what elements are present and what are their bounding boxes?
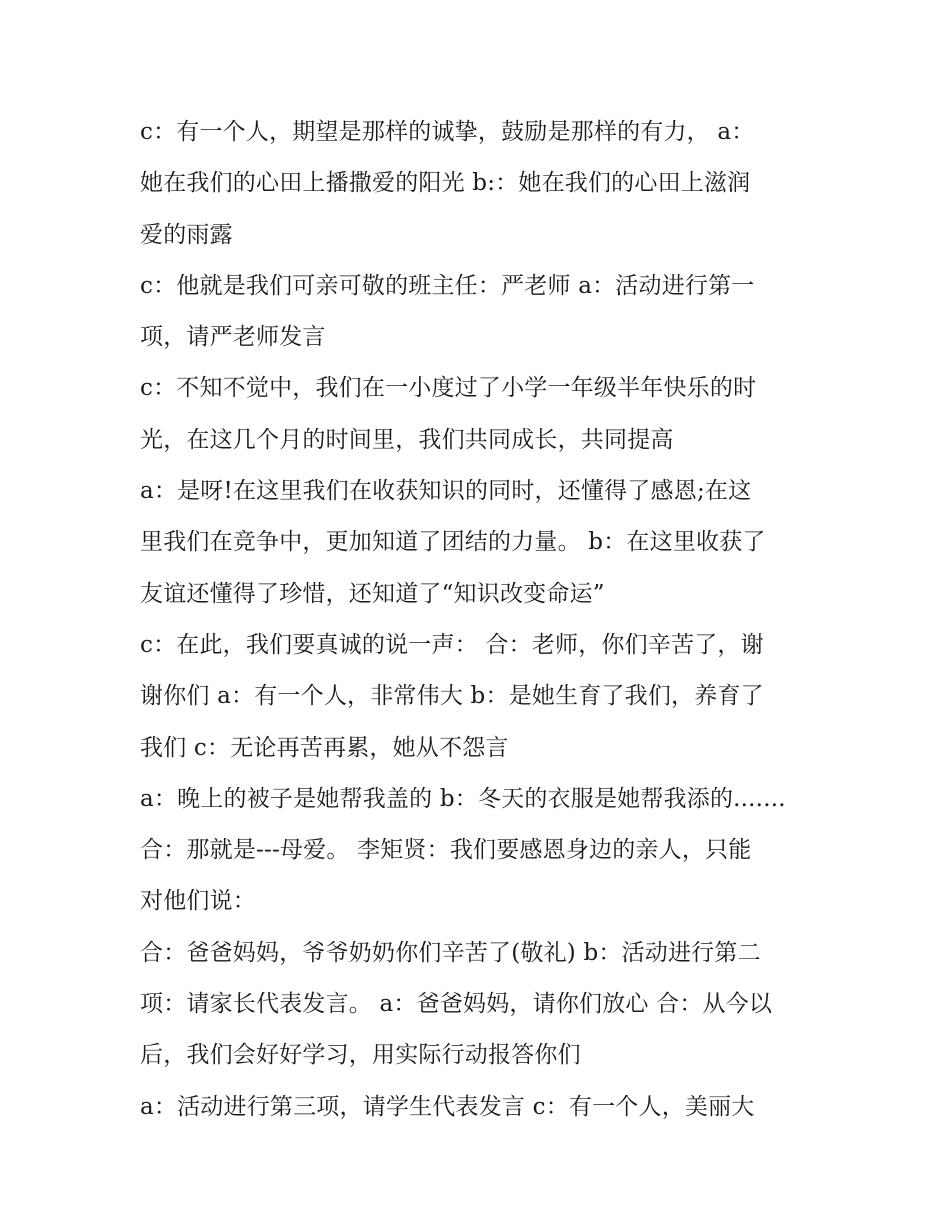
text-line: c：不知不觉中，我们在一小度过了小学一年级半年快乐的时 — [140, 375, 757, 402]
paragraph — [140, 774, 820, 928]
text-line: 光，在这几个月的时间里，我们共同成长，共同提高 — [140, 426, 674, 453]
text-line: 我们 c：无论再苦再累，她从不怨言 — [140, 734, 509, 761]
text-line: a：活动进行第三项，请学生代表发言 c：有一个人，美丽大 — [140, 1093, 755, 1120]
text-line: 爱的雨露 — [140, 221, 233, 248]
text-line: 项：请家长代表发言。 a：爸爸妈妈，请你们放心 合：从今以 — [140, 991, 773, 1018]
text-line: 友谊还懂得了珍惜，还知道了“知识改变命运” — [140, 580, 605, 607]
paragraph — [140, 1082, 820, 1133]
text-line: 合：那就是---母爱。 李矩贤：我们要感恩身边的亲人，只能 — [140, 837, 752, 864]
paragraph — [140, 620, 820, 774]
text-line: a：是呀!在这里我们在收获知识的同时，还懂得了感恩;在这 — [140, 478, 752, 505]
text-line: 她在我们的心田上播撒爱的阳光 b:：她在我们的心田上滋润 — [140, 170, 751, 197]
text-line: c：在此，我们要真诚的说一声： 合：老师，你们辛苦了，谢 — [140, 631, 764, 658]
paragraph — [140, 928, 820, 1082]
text-line: 后，我们会好好学习，用实际行动报答你们 — [140, 1042, 581, 1069]
document-body — [140, 107, 820, 1133]
text-line: a：晚上的被子是她帮我盖的 b：冬天的衣服是她帮我添的....... — [140, 785, 786, 812]
text-line: 对他们说： — [140, 888, 256, 915]
text-line: c：他就是我们可亲可敬的班主任：严老师 a：活动进行第一 — [140, 272, 755, 299]
paragraph — [140, 466, 820, 620]
paragraph — [140, 261, 820, 364]
text-line: 谢你们 a：有一个人，非常伟大 b：是她生育了我们，养育了 — [140, 683, 764, 710]
text-line: c：有一个人，期望是那样的诚挚，鼓励是那样的有力， a： — [140, 119, 755, 145]
paragraph — [140, 107, 820, 261]
text-line: 项，请严老师发言 — [140, 324, 326, 351]
text-line: 合：爸爸妈妈，爷爷奶奶你们辛苦了(敬礼) b：活动进行第二 — [140, 939, 761, 966]
text-line: 里我们在竞争中，更加知道了团结的力量。 b：在这里收获了 — [140, 529, 766, 556]
paragraph — [140, 363, 820, 466]
